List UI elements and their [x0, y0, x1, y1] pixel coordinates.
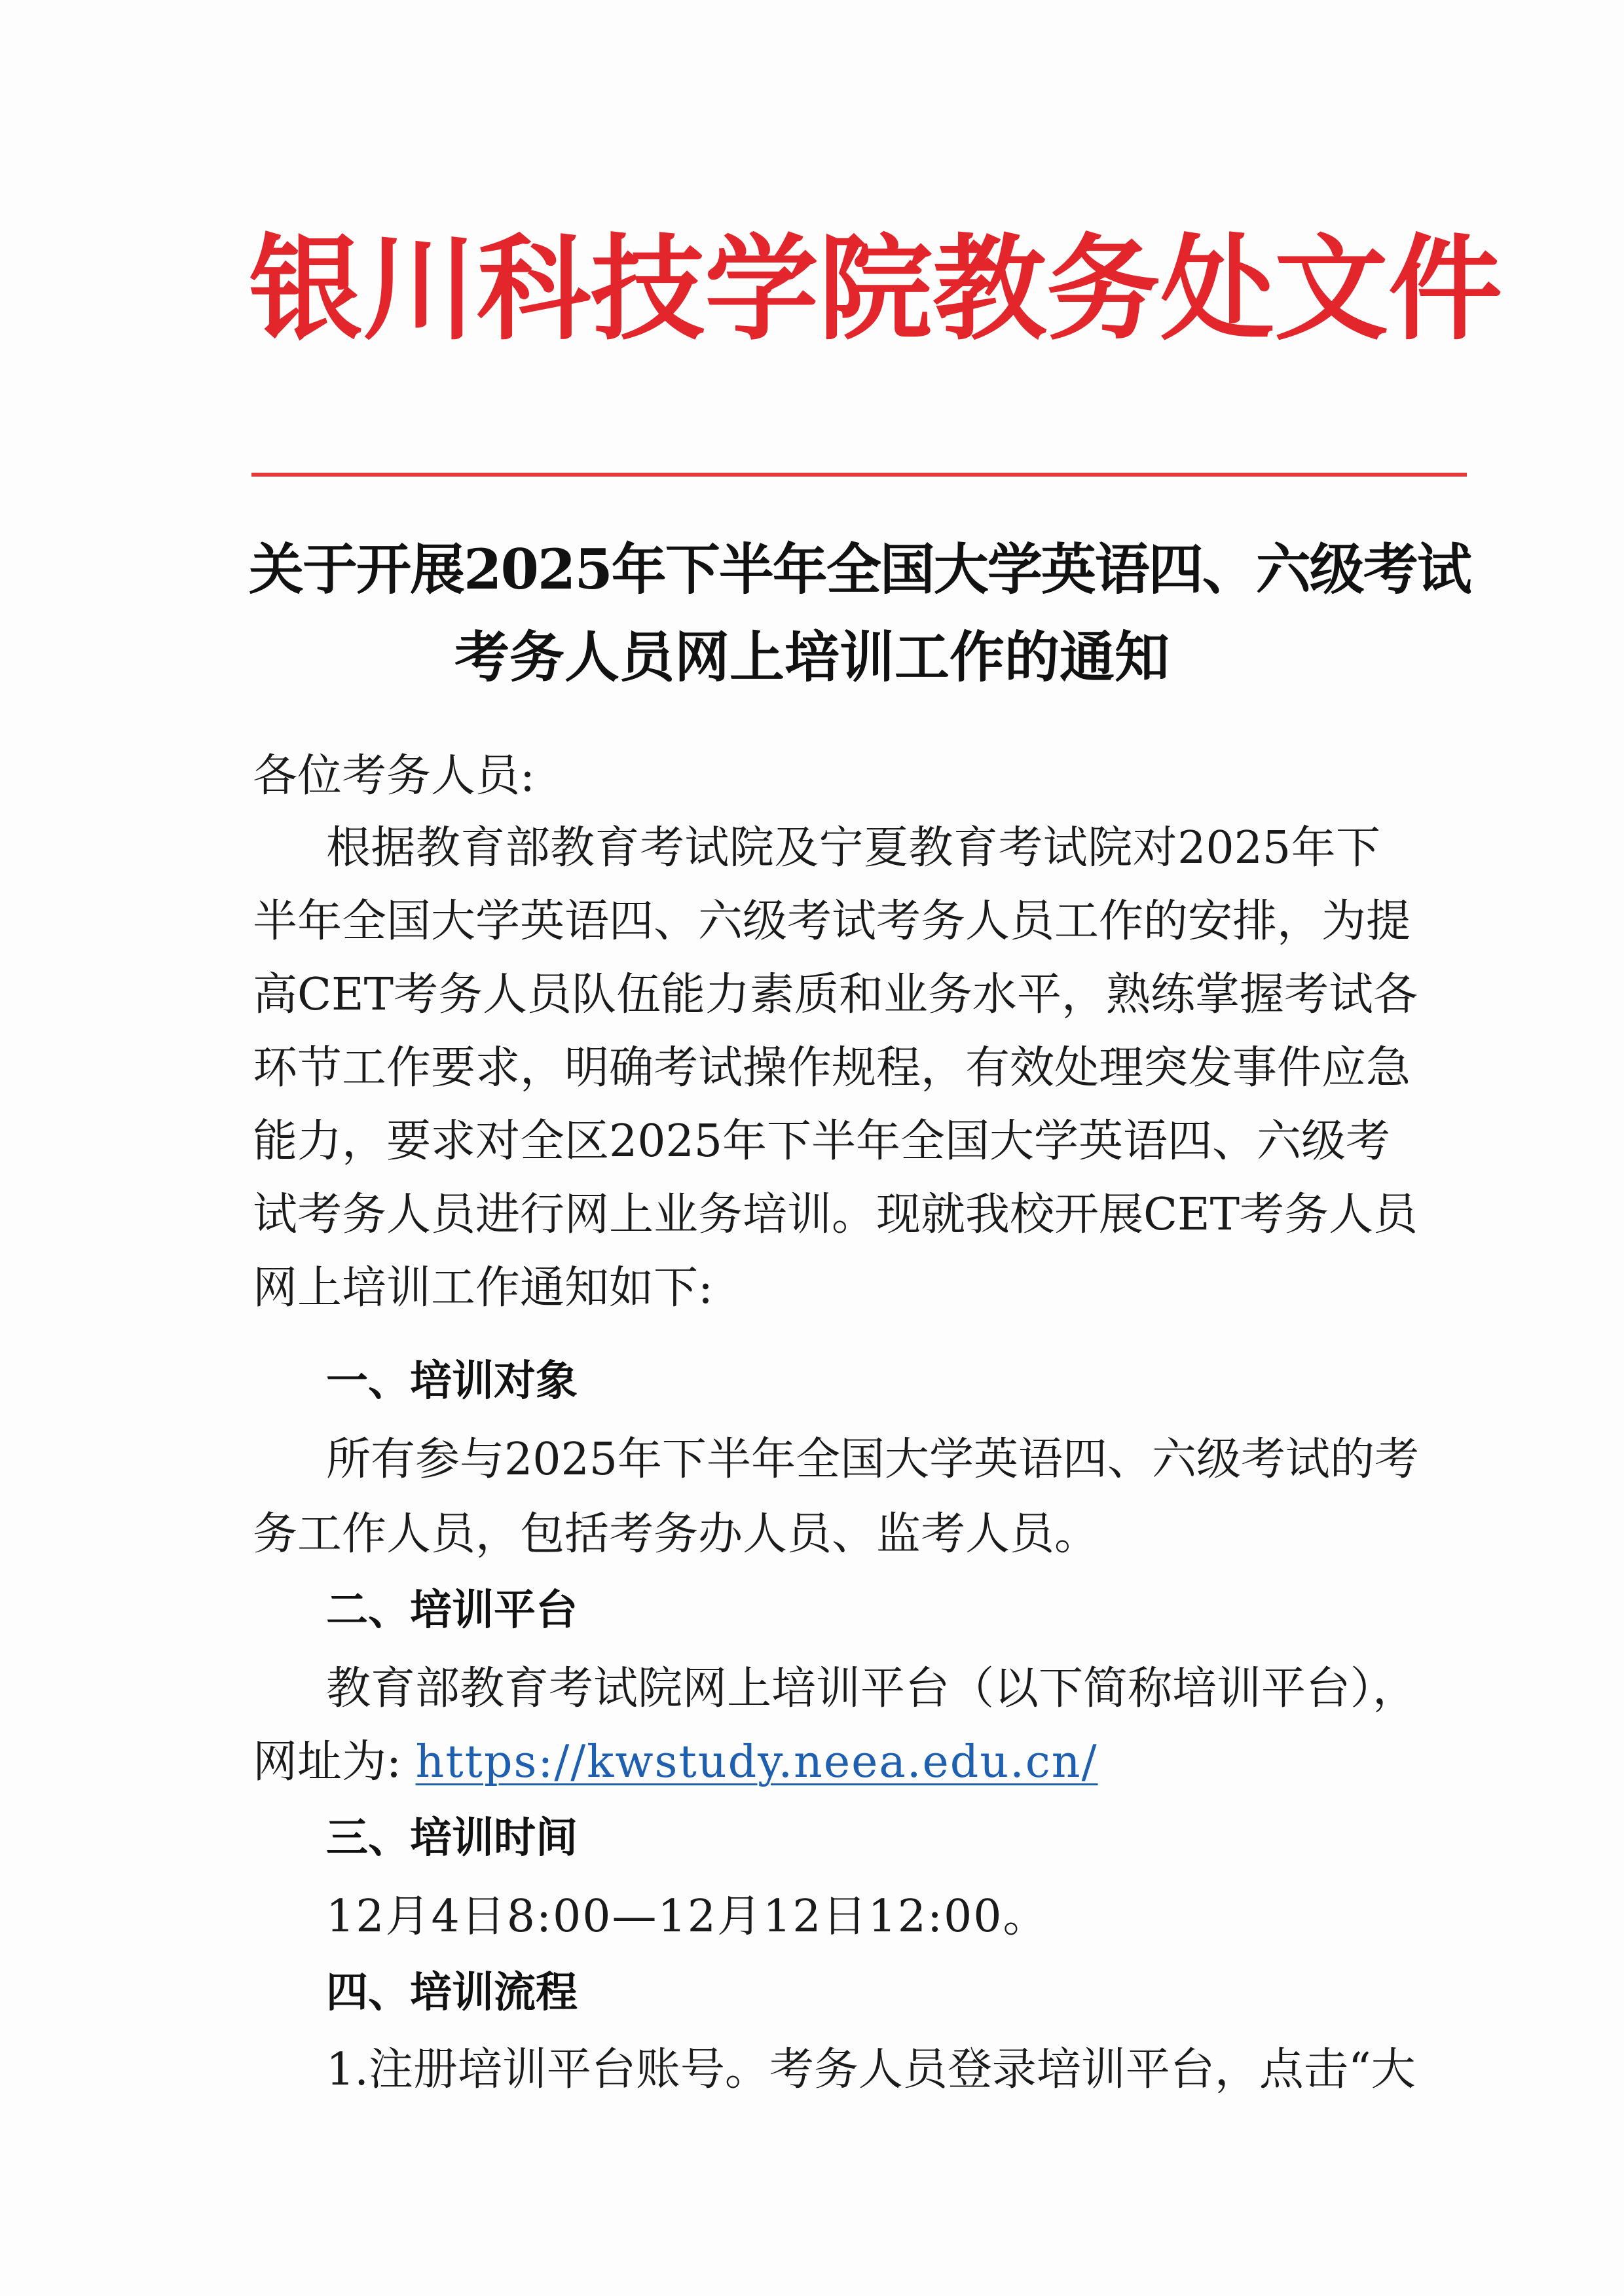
- intro-line: 高CET考务人员队伍能力素质和业务水平，熟练掌握考试各: [253, 969, 1418, 1021]
- intro-line: 网上培训工作通知如下:: [253, 1262, 713, 1314]
- intro-line: 根据教育部教育考试院及宁夏教育考试院对2025年下: [326, 822, 1380, 874]
- salutation: 各位考务人员:: [253, 750, 535, 802]
- process-step-line: 1.注册培训平台账号。考务人员登录培训平台，点击“大: [326, 2044, 1416, 2096]
- notice-title-line-2: 考务人员网上培训工作的通知: [454, 625, 1170, 689]
- section-heading-training-time: 三、培训时间: [326, 1814, 578, 1863]
- section-heading-training-targets: 一、培训对象: [326, 1357, 578, 1406]
- intro-line: 半年全国大学英语四、六级考试考务人员工作的安排，为提: [253, 896, 1411, 947]
- section2-line: 教育部教育考试院网上培训平台（以下简称培训平台），: [326, 1663, 1418, 1715]
- platform-url-link[interactable]: https://kwstudy.neea.edu.cn/: [415, 1736, 1098, 1788]
- section-heading-training-platform: 二、培训平台: [326, 1586, 578, 1635]
- header-red-rule: [251, 473, 1467, 477]
- intro-line: 能力，要求对全区2025年下半年全国大学英语四、六级考: [253, 1116, 1391, 1167]
- platform-url-line: [253, 1736, 1379, 1788]
- intro-line: 试考务人员进行网上业务培训。现就我校开展CET考务人员: [253, 1189, 1418, 1241]
- notice-title-line-1: 关于开展2025年下半年全国大学英语四、六级考试: [249, 537, 1471, 602]
- section-heading-training-process: 四、培训流程: [326, 1969, 578, 2017]
- training-time-range: 12月4日8:00—12月12日12:00。: [326, 1891, 1049, 1942]
- document-header-title: 银川科技学院教务处文件: [249, 223, 1503, 356]
- url-prefix-label: 网址为:: [253, 1736, 401, 1788]
- section1-line: 所有参与2025年下半年全国大学英语四、六级考试的考: [326, 1434, 1420, 1485]
- intro-line: 环节工作要求，明确考试操作规程，有效处理突发事件应急: [253, 1042, 1411, 1094]
- section1-line: 务工作人员，包括考务办人员、监考人员。: [253, 1508, 1099, 1560]
